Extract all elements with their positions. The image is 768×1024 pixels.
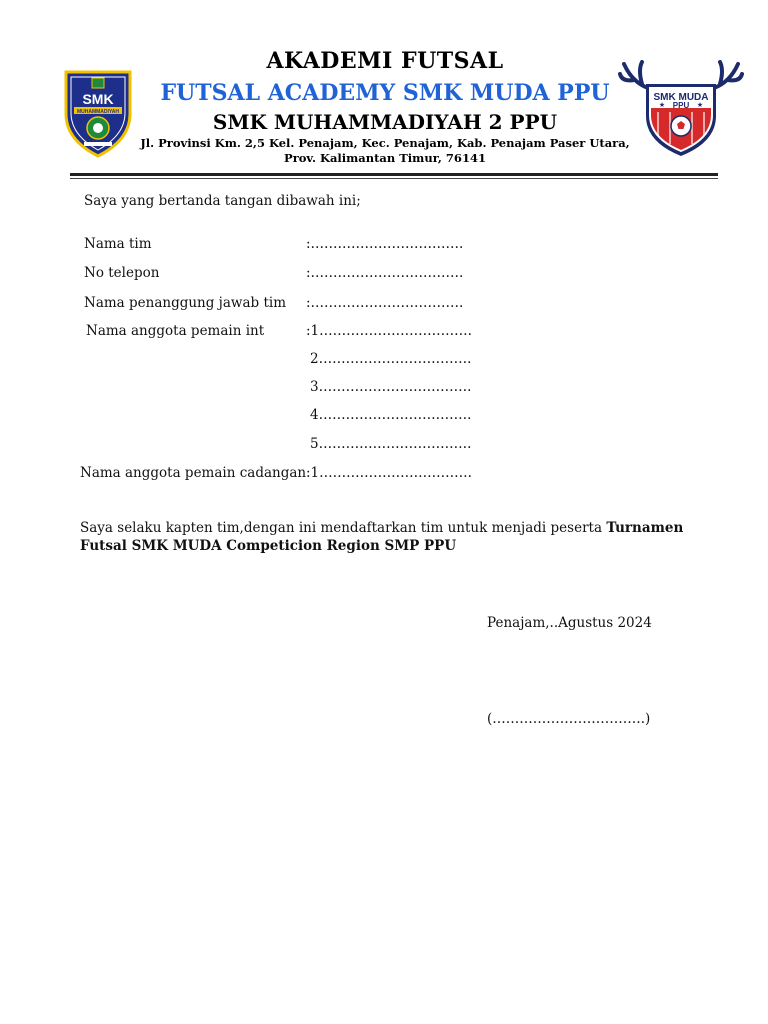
- address-line-2: Prov. Kalimantan Timur, 76141: [284, 151, 486, 165]
- header-divider-thin: [70, 178, 718, 179]
- field-blank-player-4: 4…………………………….: [310, 407, 472, 423]
- field-label-person-in-charge: Nama penanggung jawab tim: [84, 295, 286, 311]
- field-blank-team-name: :…………………………….: [306, 236, 464, 252]
- academy-name: FUTSAL ACADEMY SMK MUDA PPU: [160, 80, 610, 106]
- header-title: AKADEMI FUTSAL: [266, 48, 504, 74]
- logo-left-sub-text: MUHAMMADIYAH: [76, 109, 120, 115]
- smk-muhammadiyah-logo: [62, 66, 134, 158]
- badge-top-text: SMK MUDA: [653, 92, 709, 103]
- field-blank-person-in-charge: :…………………………….: [306, 295, 464, 311]
- logo-left-main-text: SMK: [82, 91, 114, 107]
- field-label-core-players: Nama anggota pemain int: [86, 323, 265, 339]
- signature-line: (…………………………….): [487, 711, 651, 727]
- tournament-name-part1: Turnamen: [606, 520, 684, 536]
- field-label-reserve-players: Nama anggota pemain cadangan: [80, 465, 307, 481]
- field-blank-player-3: 3…………………………….: [310, 379, 472, 395]
- declaration-paragraph: [80, 519, 700, 555]
- intro-statement: Saya yang bertanda tangan dibawah ini;: [84, 193, 361, 209]
- school-name: SMK MUHAMMADIYAH 2 PPU: [212, 110, 558, 134]
- field-blank-reserve-player-1: :1…………………………….: [306, 465, 472, 481]
- field-label-phone: No telepon: [84, 265, 160, 281]
- svg-text:★: ★: [696, 101, 704, 109]
- school-address: [130, 136, 640, 166]
- header-divider-thick: [70, 173, 718, 176]
- field-blank-player-5: 5…………………………….: [310, 436, 472, 452]
- field-blank-phone: :…………………………….: [306, 265, 464, 281]
- badge-bottom-text: PPU: [672, 101, 690, 110]
- declaration-text: Saya selaku kapten tim,dengan ini mendaftarkan tim untuk menjadi peserta: [80, 520, 607, 536]
- field-label-team-name: Nama tim: [84, 236, 152, 252]
- place-and-date: Penajam,..Agustus 2024: [487, 615, 652, 631]
- field-blank-player-1: :1…………………………….: [306, 323, 472, 339]
- field-blank-player-2: 2…………………………….: [310, 351, 472, 367]
- svg-text:★: ★: [658, 101, 666, 109]
- address-line-1: Jl. Provinsi Km. 2,5 Kel. Penajam, Kec. Penajam, Kab. Penajam Paser Utara,: [140, 136, 630, 150]
- tournament-name-part2: Futsal SMK MUDA Competicion Region SMP PPU: [80, 538, 457, 554]
